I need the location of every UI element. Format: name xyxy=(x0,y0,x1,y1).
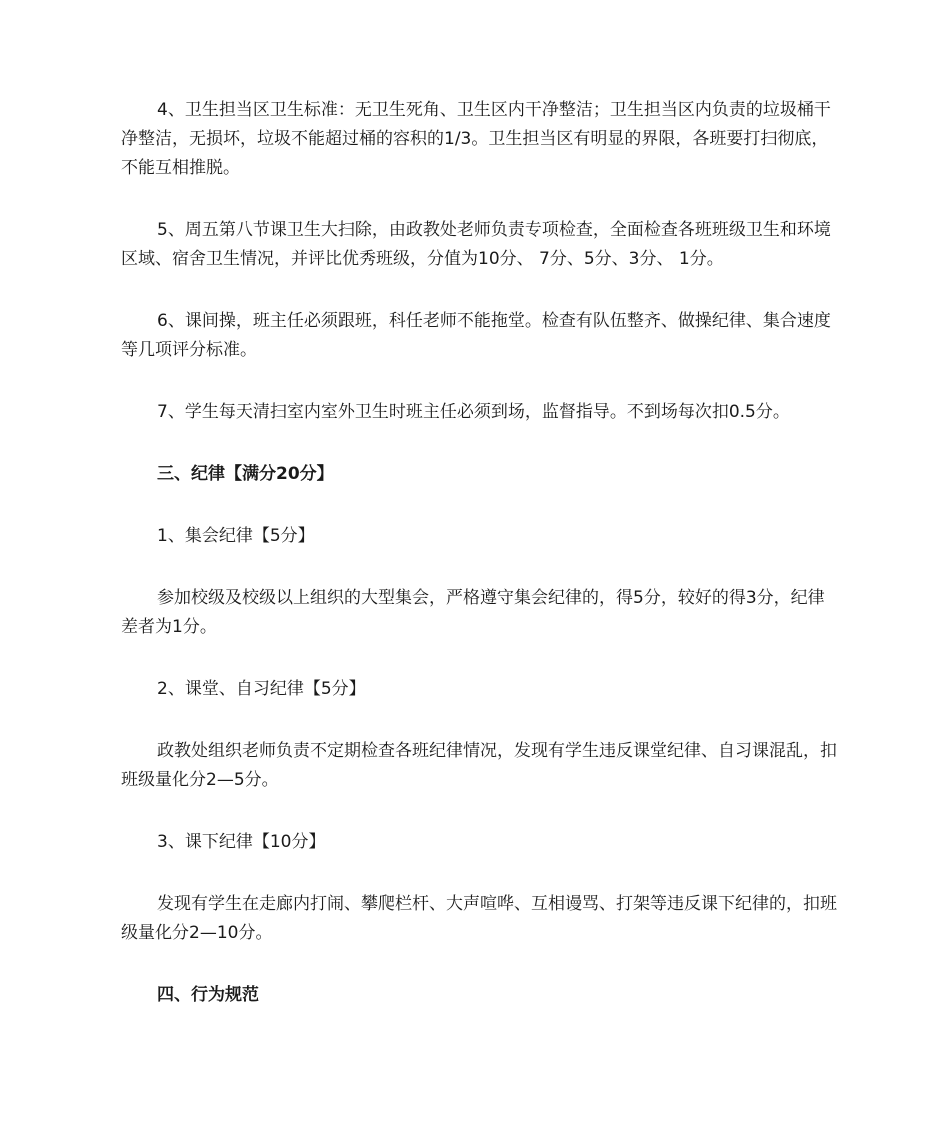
paragraph-break-discipline: 发现有学生在走廊内打闹、攀爬栏杆、大声喧哗、互相谩骂、打架等违反课下纪律的，扣班级量化分2—10分。 xyxy=(121,894,837,943)
document-page xyxy=(121,96,841,1010)
paragraph-class-discipline: 政教处组织老师负责不定期检查各班纪律情况，发现有学生违反课堂纪律、自习课混乱，扣班级量化分2—5分。 xyxy=(121,741,837,790)
section-heading-discipline: 三、纪律【满分20分】 xyxy=(157,464,334,484)
subheading-break-discipline: 3、课下纪律【10分】 xyxy=(157,832,326,852)
section-heading-conduct: 四、行为规范 xyxy=(157,985,259,1005)
paragraph-hygiene-standard: 4、卫生担当区卫生标准：无卫生死角、卫生区内干净整洁；卫生担当区内负责的垃圾桶干净整洁，无损坏，垃圾不能超过桶的容积的1/3。卫生担当区有明显的界限，各班要打扫彻底，不能互相推脱。 xyxy=(121,100,831,178)
subheading-assembly-discipline: 1、集会纪律【5分】 xyxy=(157,526,315,546)
paragraph-weekly-cleaning: 5、周五第八节课卫生大扫除，由政教处老师负责专项检查，全面检查各班班级卫生和环境区域、宿舍卫生情况，并评比优秀班级，分值为10分、 7分、5分、3分、 1分。 xyxy=(121,220,831,269)
paragraph-daily-cleaning: 7、学生每天清扫室内室外卫生时班主任必须到场，监督指导。不到场每次扣0.5分。 xyxy=(157,402,790,422)
paragraph-exercise-break: 6、课间操，班主任必须跟班，科任老师不能拖堂。检查有队伍整齐、做操纪律、集合速度等几项评分标准。 xyxy=(121,311,831,360)
subheading-class-discipline: 2、课堂、自习纪律【5分】 xyxy=(157,679,366,699)
paragraph-assembly-discipline: 参加校级及校级以上组织的大型集会，严格遵守集会纪律的，得5分，较好的得3分，纪律差者为1分。 xyxy=(121,588,825,637)
